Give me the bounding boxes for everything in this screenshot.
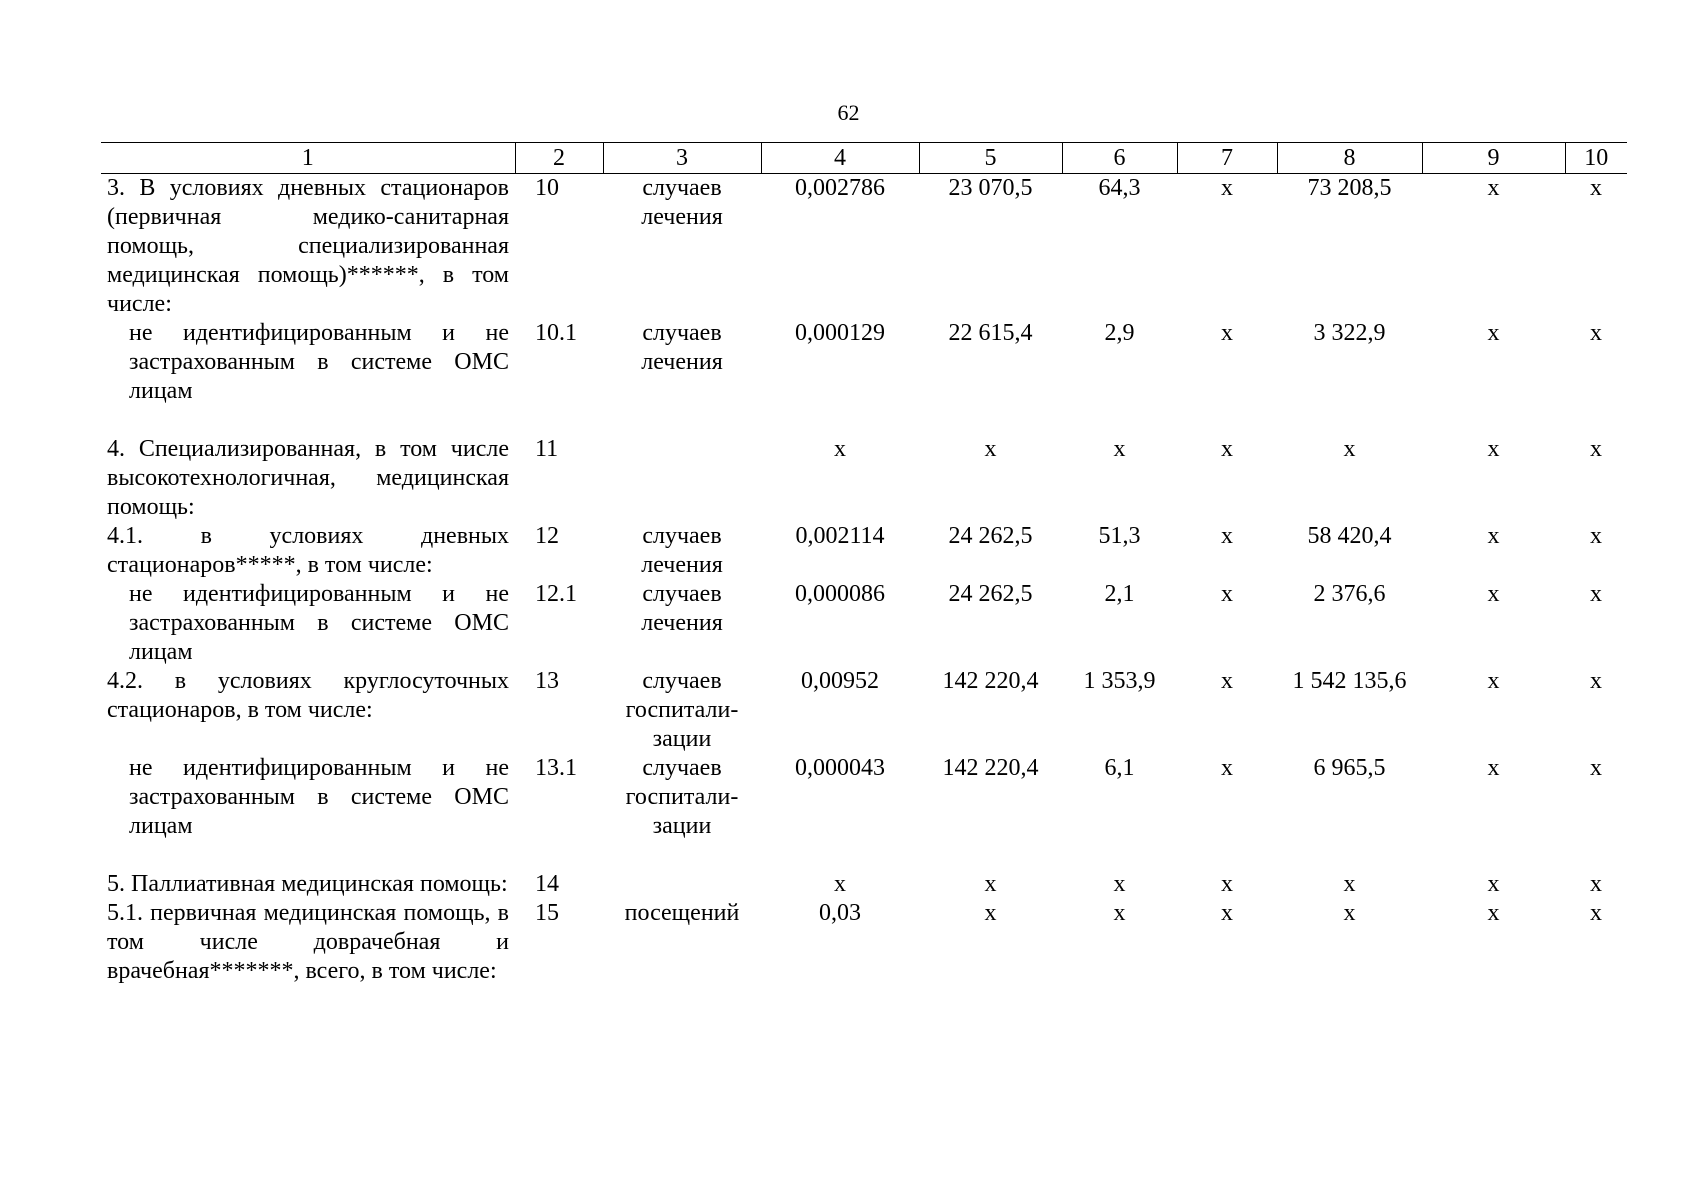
value-cell: х [1590,436,1602,462]
value-cell: 142 220,4 [942,755,1039,781]
value-cell: х [984,900,997,926]
value-cell: х [1590,871,1602,897]
table-row [101,319,1627,435]
column-header: 6 [1062,143,1177,174]
row-label: 5.1. первичная медицинская помощь, в том числе доврачебная и врачебная*******, всего, в том числе: [107,900,509,984]
column-header: 5 [919,143,1062,174]
column-header: 3 [603,143,761,174]
unit-cell: посещений [624,900,740,926]
row-label: 5. Паллиативная медицинская помощь: [107,871,508,897]
value-cell: х [1221,900,1233,926]
unit-cell: случаев госпитали-зации [625,755,739,839]
value-cell: х [1221,668,1233,694]
data-table [101,142,1627,986]
value-cell: х [1590,320,1602,346]
row-label: 4.1. в условиях дневных стационаров*****, в том числе: [107,523,509,578]
page-number: 62 [837,100,860,125]
value-cell: х [1487,523,1500,549]
value-cell: х [1113,871,1126,897]
value-cell: х [1221,523,1233,549]
value-cell: 0,000129 [795,320,885,346]
table-row [101,899,1627,986]
column-header: 9 [1422,143,1565,174]
value-cell: х [1221,871,1233,897]
value-cell: х [1343,900,1356,926]
column-header: 7 [1177,143,1277,174]
value-cell: х [1487,871,1500,897]
unit-cell: случаев лечения [641,175,723,230]
value-cell: 0,000043 [795,755,885,781]
value-cell: х [1113,900,1126,926]
unit-cell: случаев лечения [641,523,723,578]
table-row [101,174,1627,320]
value-cell: 58 420,4 [1307,523,1392,549]
row-label: не идентифицированным и не застрахованным в системе ОМС лицам [129,755,509,839]
value-cell: 0,002786 [795,175,885,201]
row-number: 15 [535,900,559,926]
value-cell: х [1113,436,1126,462]
value-cell: х [1590,581,1602,607]
table-row [101,580,1627,667]
value-cell: х [1590,900,1602,926]
value-cell: х [1221,175,1233,201]
value-cell: х [1487,581,1500,607]
row-number: 12 [535,523,559,549]
value-cell: 1 353,9 [1083,668,1156,694]
value-cell: 64,3 [1098,175,1141,201]
row-number: 13.1 [535,755,577,781]
unit-cell: случаев госпитали-зации [625,668,739,752]
row-number: 10 [535,175,559,201]
value-cell: х [1590,175,1602,201]
row-number: 13 [535,668,559,694]
unit-cell [603,435,761,522]
value-cell: 73 208,5 [1307,175,1392,201]
value-cell: 0,00952 [801,668,879,694]
table-row [101,667,1627,754]
value-cell: х [1590,668,1602,694]
value-cell: х [834,436,846,462]
value-cell: х [1221,755,1233,781]
row-label: не идентифицированным и не застрахованным в системе ОМС лицам [129,581,509,665]
row-number: 12.1 [535,581,577,607]
value-cell: х [1590,523,1602,549]
value-cell: 22 615,4 [948,320,1033,346]
table-row [101,435,1627,522]
value-cell: 1 542 135,6 [1292,668,1407,694]
column-header: 1 [101,143,515,174]
value-cell: 2,9 [1104,320,1135,346]
unit-cell: случаев лечения [641,320,723,375]
row-label: 4.2. в условиях круглосуточных стационаров, в том числе: [107,668,509,723]
value-cell: х [1343,871,1356,897]
value-cell: 2,1 [1104,581,1135,607]
value-cell: 24 262,5 [948,523,1033,549]
value-cell: х [1343,436,1356,462]
value-cell: 6 965,5 [1313,755,1386,781]
value-cell: х [834,871,846,897]
column-header: 8 [1277,143,1422,174]
value-cell: 0,000086 [795,581,885,607]
value-cell: х [1487,175,1500,201]
value-cell: 6,1 [1104,755,1135,781]
value-cell: х [984,436,997,462]
value-cell: х [1221,581,1233,607]
value-cell: 3 322,9 [1313,320,1386,346]
value-cell: х [1487,320,1500,346]
value-cell: х [1590,755,1602,781]
table-row [101,754,1627,870]
value-cell: х [984,871,997,897]
value-cell: х [1221,320,1233,346]
header-row [101,143,1627,174]
value-cell: 0,002114 [795,523,885,549]
row-label: 4. Специализированная, в том числе высокотехнологичная, медицинская помощь: [107,436,509,520]
value-cell: х [1487,755,1500,781]
value-cell: 51,3 [1098,523,1141,549]
column-header: 10 [1565,143,1627,174]
column-header: 4 [761,143,919,174]
value-cell: 23 070,5 [948,175,1033,201]
row-label: не идентифицированным и не застрахованным в системе ОМС лицам [129,320,509,404]
unit-cell: случаев лечения [641,581,723,636]
row-label: 3. В условиях дневных стационаров (первичная медико-санитарная помощь, специализированная медицинская помощь)******, в том числе: [107,175,509,317]
value-cell: 2 376,6 [1313,581,1386,607]
value-cell: х [1221,436,1233,462]
column-header: 2 [515,143,603,174]
value-cell: х [1487,436,1500,462]
value-cell: 142 220,4 [942,668,1039,694]
value-cell: х [1487,900,1500,926]
row-number: 10.1 [535,320,577,346]
unit-cell [603,870,761,899]
value-cell: 0,03 [819,900,861,926]
row-number: 11 [535,436,559,462]
table-row [101,522,1627,580]
value-cell: 24 262,5 [948,581,1033,607]
table-row [101,870,1627,899]
value-cell: х [1487,668,1500,694]
row-number: 14 [535,871,559,897]
